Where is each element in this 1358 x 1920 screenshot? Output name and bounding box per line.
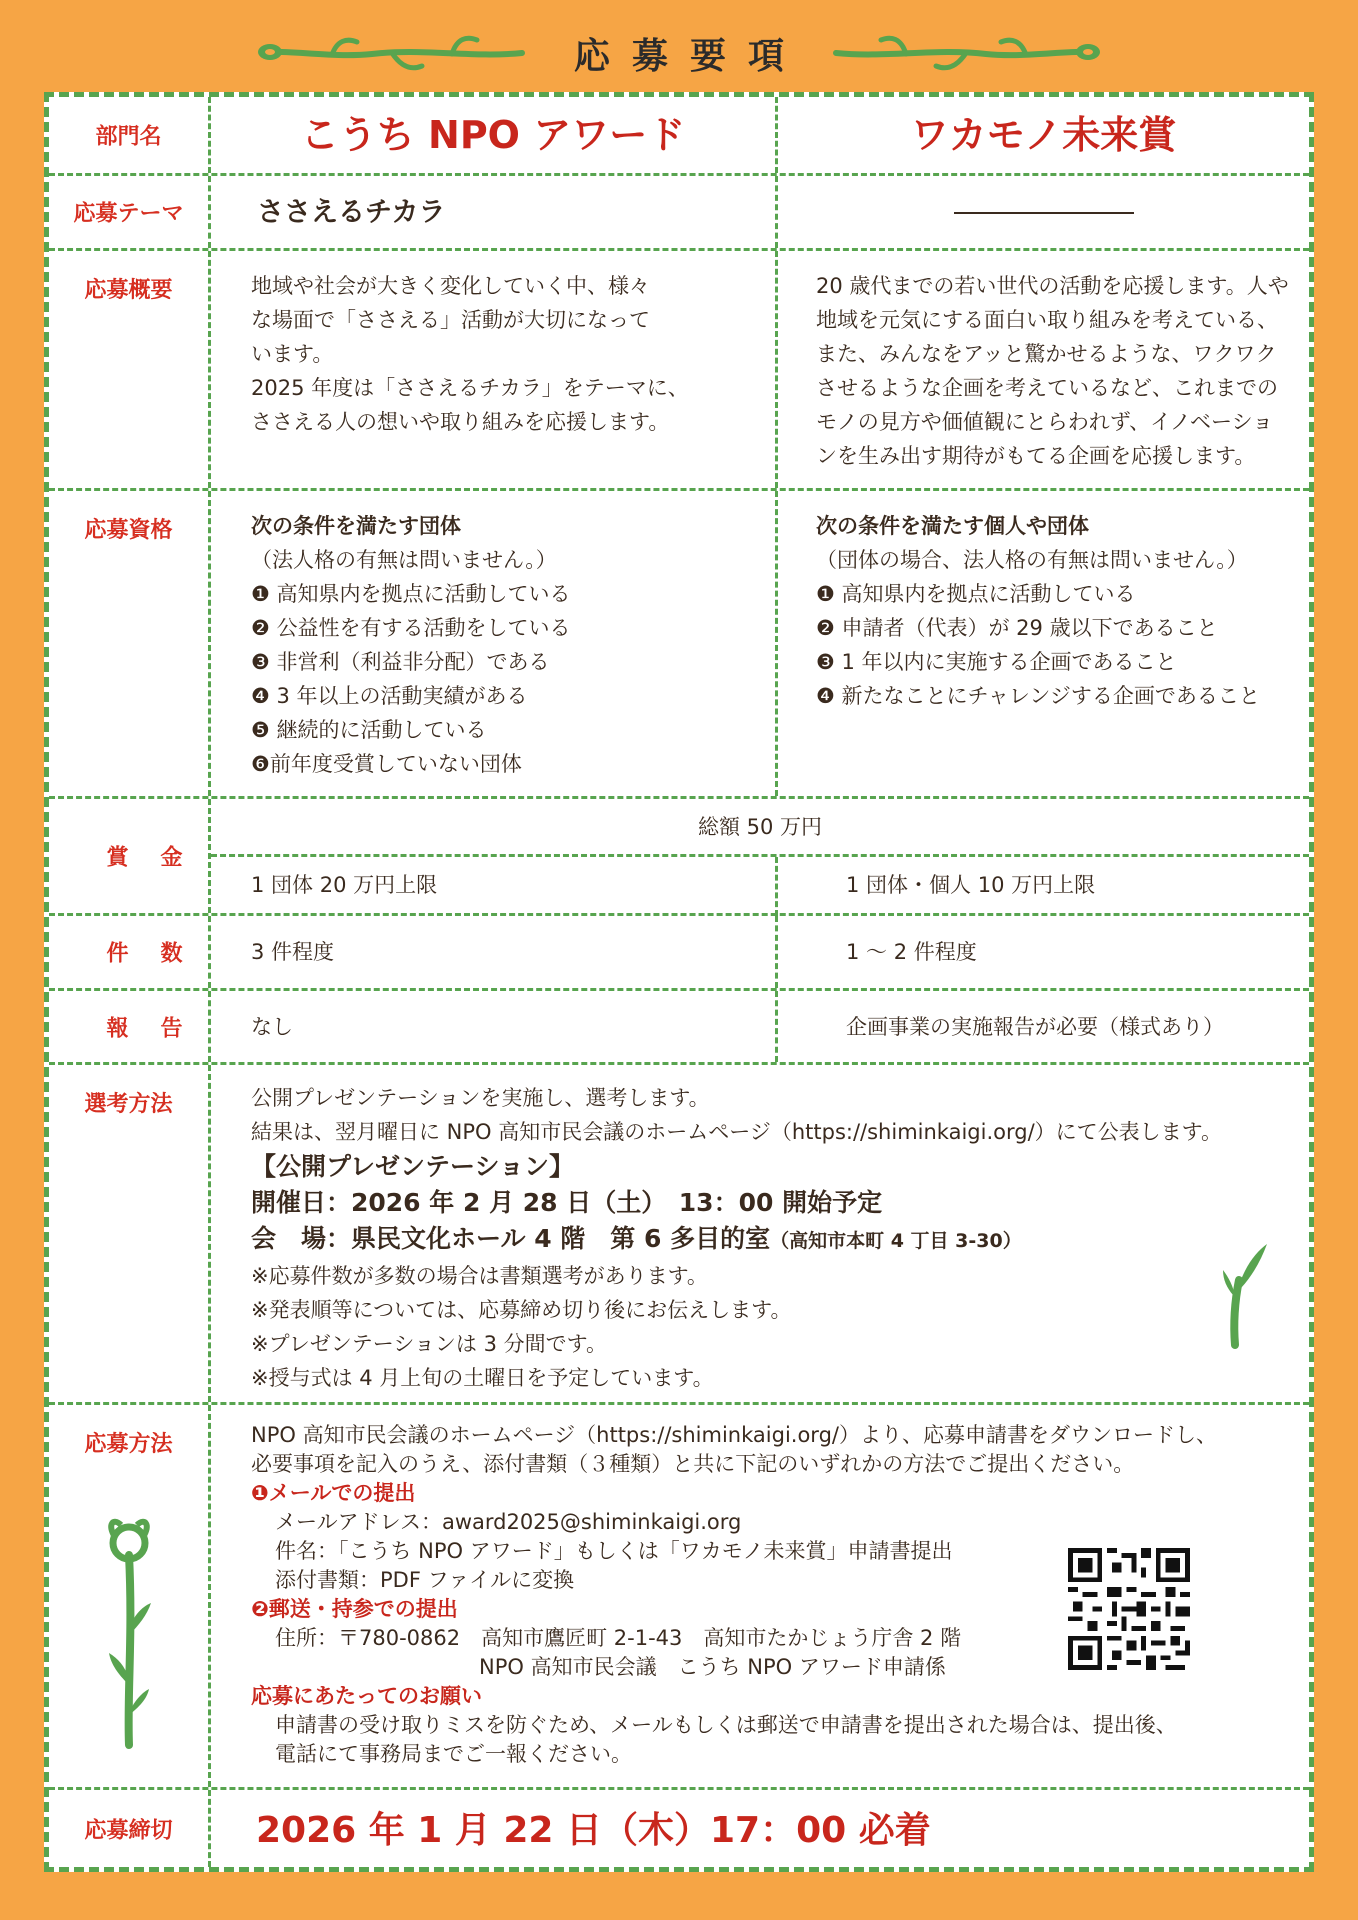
label-theme: 応募テーマ — [49, 176, 211, 248]
prize-total: 総額 50 万円 — [697, 815, 823, 839]
prize-total-cell — [211, 799, 1309, 857]
overview-dept1-cell — [211, 251, 778, 488]
report-dept2-cell — [778, 991, 1309, 1062]
dept2-name: ワカモノ未来賞 — [910, 113, 1177, 157]
prize-dept2-cell — [778, 857, 1309, 916]
row-theme — [49, 176, 1309, 251]
page-title: 応募要項 — [573, 35, 806, 77]
header — [0, 18, 1358, 88]
label-department: 部門名 — [49, 97, 211, 173]
row-eligibility — [49, 491, 1309, 799]
theme-dept1: ささえるチカラ — [257, 197, 446, 228]
eligibility-dept1-cell — [211, 491, 778, 796]
flower-sprout-decoration — [99, 1515, 159, 1755]
theme-dept2-cell — [778, 176, 1309, 248]
label-prize: 賞金 — [49, 799, 211, 913]
eligibility-dept2-text: 次の条件を満たす個人や団体 （団体の場合、法人格の有無は問いません。） ❶ 高知県内を拠点に活動している ❷ 申請者（代表）が 29 歳以下であること ❸ 1 年以内に実施する企画であること ❹ 新たなことにチャレンジする企画であること — [816, 514, 1260, 708]
label-method: 応募方法 — [49, 1405, 211, 1787]
label-count: 件数 — [49, 916, 211, 988]
row-selection — [49, 1065, 1309, 1405]
report-dept2: 企画事業の実施報告が必要（様式あり） — [846, 1015, 1224, 1039]
deadline-cell — [211, 1790, 1309, 1867]
eligibility-dept1-text: 次の条件を満たす団体 （法人格の有無は問いません。） ❶ 高知県内を拠点に活動している ❷ 公益性を有する活動をしている ❸ 非営利（利益非分配）である ❹ 3 年以上の活動実績がある ❺ 継続的に活動している ❻前年度受賞していない団体 — [251, 514, 571, 776]
label-eligibility: 応募資格 — [49, 491, 211, 796]
dept2-name-cell — [778, 97, 1309, 173]
prize-dept1: 1 団体 20 万円上限 — [251, 873, 438, 897]
overview-dept1-text: 地域や社会が大きく変化していく中、様々 な場面で「ささえる」活動が大切になって います。 2025 年度は「ささえるチカラ」をテーマに、 ささえる人の想いや取り組みを応援します。 — [251, 274, 689, 434]
report-dept1: なし — [251, 1015, 293, 1039]
theme-dept1-cell — [211, 176, 778, 248]
report-dept1-cell — [211, 991, 778, 1062]
row-deadline — [49, 1790, 1309, 1867]
deadline-value: 2026 年 1 月 22 日（木）17：00 必着 — [256, 1810, 931, 1851]
dept1-name-cell — [211, 97, 778, 173]
label-selection: 選考方法 — [49, 1065, 211, 1402]
count-dept1-cell — [211, 916, 778, 988]
count-dept2-cell — [778, 916, 1309, 988]
vine-right-decoration — [826, 28, 1106, 78]
overview-dept2-cell — [778, 251, 1309, 488]
selection-cell — [211, 1065, 1309, 1402]
row-prize — [49, 799, 1309, 916]
prize-dept1-cell — [211, 857, 778, 916]
overview-dept2-text: 20 歳代までの若い世代の活動を応援します。人や 地域を元気にする面白い取り組みを考えている、 また、みんなをアッと驚かせるような、ワクワク させるような企画を考えているなど、これまでの モノの見方や価値観にとらわれず、イノベーショ ンを生み出す期待がもてる企画を応援します。 — [816, 274, 1289, 468]
selection-text: 公開プレゼンテーションを実施し、選考します。 結果は、翌月曜日に NPO 高知市民会議のホームページ（https://shiminkaigi.org/）にて公表します。 【公開プレゼンテーション】 開催日：2026 年 2 月 28 日（土） 13：00 開始予定 会 場：県民文化ホール 4 階 第 6 多目的室（高知市本町 4 丁目 3-30） ※応募件数が多数の場合は書類選考があります。 ※発表順等については、応募締め切り後にお伝えします。 ※プレゼンテーションは 3 分間です。 ※授与式は 4 月上旬の土曜日を予定しています。 — [251, 1086, 1222, 1390]
label-overview: 応募概要 — [49, 251, 211, 488]
method-text: NPO 高知市民会議のホームページ（https://shiminkaigi.org/）より、応募申請書をダウンロードし、 必要事項を記入のうえ、添付書類（３種類）と共に下記のいずれかの方法でご提出ください。 ❶メールでの提出 メールアドレス：award2025@shiminkaigi.org 件名：「こうち NPO アワード」もしくは「ワカモノ未来賞」申請書提出 添付書類：PDF ファイルに変換 ❷郵送・持参での提出 住所：〒780-0862 高知市鷹匠町 2-1-43 高知市たかじょう庁舎 2 階 NPO 高知市民会議 こうち NPO アワード申請係 応募にあたってのお願い 申請書の受け取りミスを防ぐため、メールもしくは郵送で申請書を提出された場合は、提出後、 電話にて事務局までご一報ください。 — [251, 1423, 1217, 1766]
prize-dept2: 1 団体・個人 10 万円上限 — [846, 873, 1096, 897]
row-report — [49, 991, 1309, 1065]
sprout-decoration — [1211, 1240, 1271, 1350]
row-department — [49, 97, 1309, 176]
dept1-name: こうち NPO アワード — [300, 113, 686, 157]
count-dept1: 3 件程度 — [251, 940, 335, 964]
count-dept2: 1 ～ 2 件程度 — [846, 940, 977, 964]
row-count — [49, 916, 1309, 991]
row-overview — [49, 251, 1309, 491]
vine-left-decoration — [252, 28, 532, 78]
eligibility-dept2-cell — [778, 491, 1309, 796]
qr-code[interactable] — [1068, 1548, 1190, 1670]
theme-dept2-blank-line — [954, 212, 1134, 214]
label-deadline: 応募締切 — [49, 1790, 211, 1867]
label-report: 報告 — [49, 991, 211, 1062]
